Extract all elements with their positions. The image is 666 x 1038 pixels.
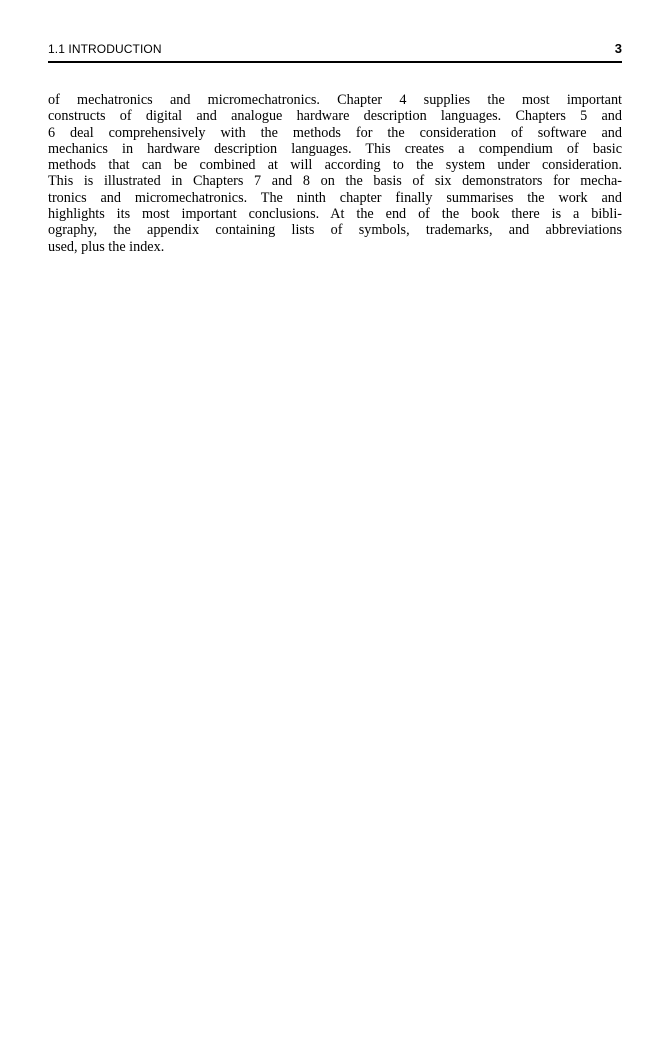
text-line: tronics and micromechatronics. The ninth chapter finally summarises the work and bbox=[48, 189, 622, 206]
text-line: This is illustrated in Chapters 7 and 8 on the basis of six demonstrators for mecha- bbox=[48, 173, 622, 190]
text-line: of mechatronics and micromechatronics. Chapter 4 supplies the most important bbox=[48, 92, 622, 108]
text-line: mechanics in hardware description languages. This creates a compendium of basic bbox=[48, 140, 622, 157]
text-line: 6 deal comprehensively with the methods for the consideration of software and bbox=[48, 124, 622, 141]
body-paragraph bbox=[48, 92, 622, 255]
section-title: 1.1 INTRODUCTION bbox=[48, 42, 162, 56]
text-line: methods that can be combined at will according to the system under consideration. bbox=[48, 157, 622, 174]
page-number: 3 bbox=[614, 41, 622, 56]
running-header bbox=[48, 39, 622, 63]
text-line: ography, the appendix containing lists of symbols, trademarks, and abbreviations bbox=[48, 222, 622, 239]
text-line: constructs of digital and analogue hardware description languages. Chapters 5 and bbox=[48, 108, 622, 125]
text-line: used, plus the index. bbox=[48, 238, 165, 255]
text-line: highlights its most important conclusions. At the end of the book there is a bibli- bbox=[48, 206, 622, 223]
